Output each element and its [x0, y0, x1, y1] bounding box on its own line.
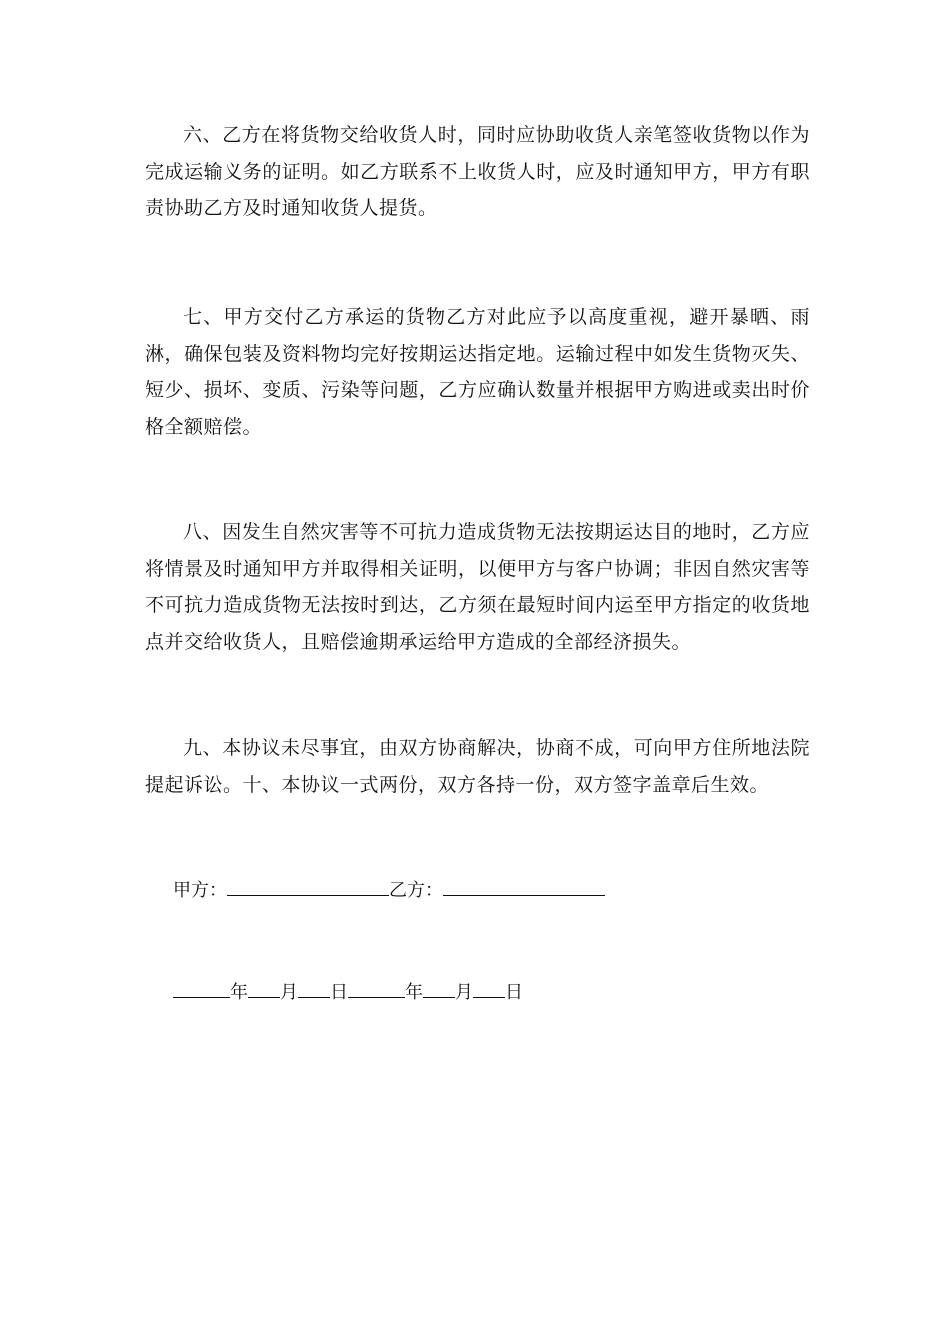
party-b-signature-blank — [443, 875, 605, 896]
signature-line — [173, 875, 605, 903]
clause-9: 九、本协议未尽事宜，由双方协商解决，协商不成，可向甲方住所地法院提起诉讼。十、本协议一式两份，双方各持一份，双方签字盖章后生效。 — [145, 737, 810, 796]
party-b-month-label: 月 — [455, 982, 473, 1003]
party-a-month-label: 月 — [280, 982, 298, 1003]
party-a-year-label: 年 — [230, 982, 248, 1003]
party-b-year-blank — [348, 977, 405, 998]
date-line — [173, 977, 523, 1005]
party-a-signature-blank — [227, 875, 389, 896]
party-a-day-label: 日 — [330, 982, 348, 1003]
party-a-month-blank — [248, 977, 280, 998]
party-b-day-blank — [473, 977, 505, 998]
party-a-year-blank — [173, 977, 230, 998]
party-a-label: 甲方： — [173, 880, 227, 901]
party-b-month-blank — [423, 977, 455, 998]
clause-7: 七、甲方交付乙方承运的货物乙方对此应予以高度重视，避开暴晒、雨淋，确保包装及资料物均完好按期运达指定地。运输过程中如发生货物灭失、短少、损坏、变质、污染等问题，乙方应确认数量并根据甲方购进或卖出时价格全额赔偿。 — [145, 306, 810, 438]
party-b-year-label: 年 — [405, 982, 423, 1003]
clause-6: 六、乙方在将货物交给收货人时，同时应协助收货人亲笔签收货物以作为完成运输义务的证明。如乙方联系不上收货人时，应及时通知甲方，甲方有职责协助乙方及时通知收货人提货。 — [145, 124, 810, 220]
party-a-day-blank — [298, 977, 330, 998]
clause-8: 八、因发生自然灾害等不可抗力造成货物无法按期运达目的地时，乙方应将情景及时通知甲方并取得相关证明，以便甲方与客户协调；非因自然灾害等不可抗力造成货物无法按时到达，乙方须在最短时间内运至甲方指定的收货地点并交给收货人，且赔偿逾期承运给甲方造成的全部经济损失。 — [145, 521, 810, 653]
party-b-label: 乙方： — [389, 880, 443, 901]
party-b-day-label: 日 — [505, 982, 523, 1003]
